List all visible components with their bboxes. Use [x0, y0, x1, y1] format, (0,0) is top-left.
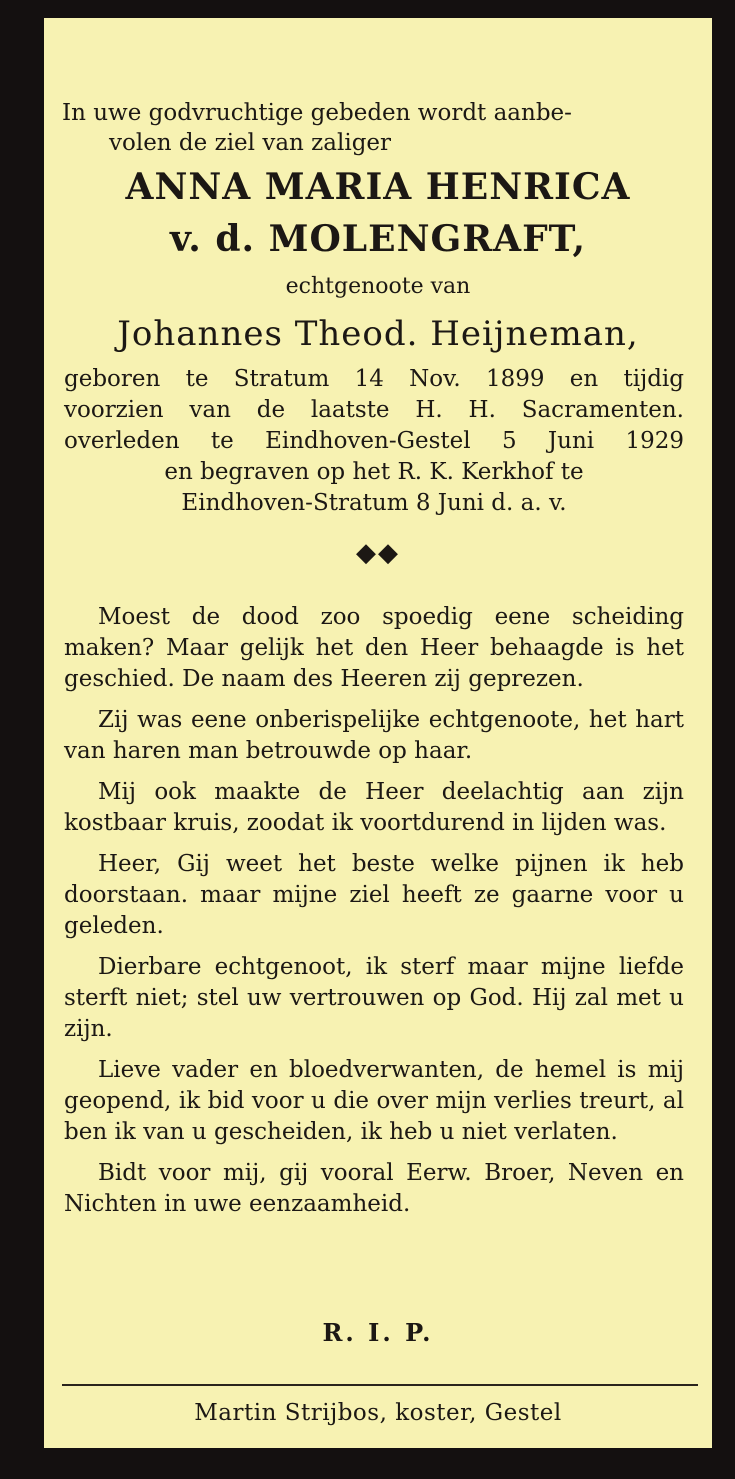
spouse-of-label: echtgenoote van [285, 274, 471, 299]
intro-line-1: In uwe godvruchtige gebeden wordt aanbe- [62, 100, 572, 126]
prayer-paragraph: Lieve vader en bloedverwanten, de hemel is mij geopend, ik bid voor u die over mijn verlies treurt, al ben ik van u gescheiden, ik heb u niet verlaten. [64, 1057, 684, 1145]
bio-line: Eindhoven-Stratum 8 Juni d. a. v. [181, 490, 567, 516]
prayer-paragraph: Moest de dood zoo spoedig eene scheiding maken? Maar gelijk het den Heer behaagde is het geschied. De naam des Heeren zij geprezen. [64, 604, 684, 692]
prayer-paragraph: Dierbare echtgenoot, ik sterf maar mijne liefde sterft niet; stel uw vertrouwen op God. Hij zal met u zijn. [64, 954, 684, 1042]
memorial-card [44, 18, 712, 1448]
biography [64, 364, 684, 519]
prayer-text [64, 602, 684, 1230]
divider-line [62, 1384, 698, 1386]
deceased-name-line-2: v. d. MOLENGRAFT, [170, 218, 586, 260]
prayer-paragraph: Mij ook maakte de Heer deelachtig aan zijn kostbaar kruis, zoodat ik voortdurend in lijden was. [64, 779, 684, 836]
prayer-paragraph: Bidt voor mij, gij vooral Eerw. Broer, Neven en Nichten in uwe eenzaamheid. [64, 1160, 684, 1217]
diamond-ornament-icon: ◆◆ [356, 538, 400, 568]
deceased-name-line-1: ANNA MARIA HENRICA [125, 166, 631, 208]
bio-line: overleden te Eindhoven-Gestel 5 Juni 1929 [64, 428, 684, 454]
bio-line: en begraven op het R. K. Kerkhof te [164, 459, 584, 485]
bio-line: geboren te Stratum 14 Nov. 1899 en tijdig [64, 366, 684, 392]
printer-credit: Martin Strijbos, koster, Gestel [194, 1400, 562, 1426]
prayer-paragraph: Heer, Gij weet het beste welke pijnen ik heb doorstaan. maar mijne ziel heeft ze gaarne voor u geleden. [64, 851, 684, 939]
intro-line-2: volen de ziel van zaliger [109, 130, 392, 156]
rip-text: R. I. P. [322, 1318, 434, 1347]
spouse-name: Johannes Theod. Heijneman, [117, 314, 639, 354]
bio-line: voorzien van de laatste H. H. Sacramenten. [64, 397, 684, 423]
prayer-paragraph: Zij was eene onberispelijke echtgenoote, het hart van haren man betrouwde op haar. [64, 707, 684, 764]
